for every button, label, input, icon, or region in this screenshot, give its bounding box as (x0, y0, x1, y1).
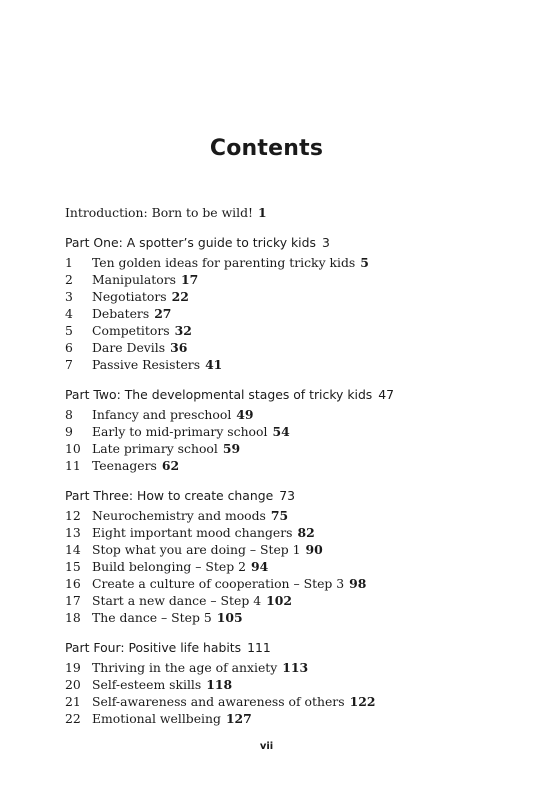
chapter-title: Self-awareness and awareness of others (92, 694, 345, 709)
toc-entry (65, 440, 505, 457)
entry-text (92, 541, 323, 558)
toc-part (65, 488, 505, 626)
chapter-number: 1 (65, 255, 73, 270)
page-number: 102 (266, 593, 292, 608)
toc-entry (65, 507, 505, 524)
chapter-title: Dare Devils (92, 340, 166, 355)
entry-text (92, 710, 252, 727)
toc-part (65, 387, 505, 474)
part-heading (65, 488, 505, 504)
entry-text (92, 288, 189, 305)
chapter-number: 11 (65, 458, 81, 473)
page-number: 90 (305, 542, 323, 557)
chapter-title: Late primary school (92, 441, 218, 456)
page-number: 113 (282, 660, 309, 675)
chapter-title: Stop what you are doing – Step 1 (92, 542, 301, 557)
page-number: 73 (279, 488, 296, 503)
entry-text (92, 592, 292, 609)
toc-entry (65, 457, 505, 474)
chapter-number: 2 (65, 272, 73, 287)
chapter-number: 12 (65, 508, 81, 523)
entry-text (92, 659, 308, 676)
chapter-number: 15 (65, 559, 81, 574)
toc-entry (65, 541, 505, 558)
chapter-title: Emotional wellbeing (92, 711, 221, 726)
chapter-number: 13 (65, 525, 81, 540)
entry-text (92, 339, 187, 356)
entry-text (92, 524, 315, 541)
entry-text (92, 558, 268, 575)
entry-text (92, 676, 232, 693)
toc-entry (65, 676, 505, 693)
chapter-title: Ten golden ideas for parenting tricky kids (92, 255, 356, 270)
entry-title: Introduction: Born to be wild! (65, 205, 254, 220)
chapter-number: 21 (65, 694, 81, 709)
toc-entry (65, 693, 505, 710)
page-number: 111 (247, 640, 271, 655)
page-number: 1 (258, 205, 267, 220)
entry-text (92, 271, 198, 288)
chapter-number: 16 (65, 576, 81, 591)
toc-entry (65, 423, 505, 440)
chapter-number: 17 (65, 593, 81, 608)
page-number: 41 (205, 357, 223, 372)
chapter-title: Create a culture of cooperation – Step 3 (92, 576, 345, 591)
page-number: 17 (181, 272, 199, 287)
toc-entry (65, 592, 505, 609)
page-number: 105 (216, 610, 243, 625)
part-heading-title: Part Three: How to create change (65, 488, 274, 503)
page-folio: vii (259, 741, 274, 752)
page-number: 22 (171, 289, 189, 304)
page-number: 36 (170, 340, 188, 355)
chapter-title: Thriving in the age of anxiety (92, 660, 278, 675)
entry-text (92, 440, 240, 457)
toc-entry (65, 305, 505, 322)
part-heading (65, 235, 505, 251)
page-number: 94 (250, 559, 269, 574)
entry-text (92, 356, 222, 373)
page-number: 3 (321, 235, 330, 250)
chapter-number: 8 (65, 407, 73, 422)
toc-entry-introduction (65, 205, 505, 221)
chapter-number: 19 (65, 660, 81, 675)
page-number: 82 (297, 525, 315, 540)
entry-text (92, 507, 288, 524)
toc-entry (65, 322, 505, 339)
chapter-title: Passive Resisters (92, 357, 201, 372)
page-number: 59 (222, 441, 241, 456)
part-heading (65, 640, 505, 656)
page-number: 54 (272, 424, 290, 439)
chapter-title: Teenagers (92, 458, 157, 473)
page-number: 98 (349, 576, 367, 591)
chapter-number: 9 (65, 424, 73, 439)
toc-entry (65, 659, 505, 676)
chapter-number: 5 (65, 323, 73, 338)
toc-parts (65, 235, 505, 727)
chapter-title: Infancy and preschool (92, 407, 232, 422)
toc-entry (65, 271, 505, 288)
entry-text (92, 693, 375, 710)
page-number: 47 (378, 387, 395, 402)
toc-entry (65, 710, 505, 727)
part-heading-title: Part Four: Positive life habits (65, 640, 242, 655)
page-number: 62 (161, 458, 180, 473)
chapter-title: Start a new dance – Step 4 (92, 593, 262, 608)
toc-entry (65, 558, 505, 575)
chapter-title: Neurochemistry and moods (92, 508, 266, 523)
chapter-title: The dance – Step 5 (92, 610, 212, 625)
page-number: 27 (154, 306, 172, 321)
chapter-number: 3 (65, 289, 73, 304)
entry-text (92, 406, 254, 423)
page-number: 5 (360, 255, 369, 270)
chapter-title: Negotiators (92, 289, 167, 304)
toc-part (65, 235, 505, 373)
chapter-number: 6 (65, 340, 73, 355)
chapter-number: 22 (65, 711, 81, 726)
toc-entry (65, 254, 505, 271)
entry-text (92, 254, 369, 271)
part-heading-title: Part Two: The developmental stages of tricky kids (65, 387, 373, 402)
chapter-title: Manipulators (92, 272, 176, 287)
entry-text (92, 575, 366, 592)
page-number: 49 (236, 407, 254, 422)
page-number: 75 (270, 508, 289, 523)
chapter-number: 7 (65, 357, 73, 372)
chapter-number: 10 (65, 441, 81, 456)
chapter-number: 4 (65, 306, 73, 321)
entry-text (92, 609, 243, 626)
entry-text (92, 423, 290, 440)
part-heading-title: Part One: A spotter’s guide to tricky kids (65, 235, 316, 250)
entry-text (92, 457, 179, 474)
toc-entry (65, 609, 505, 626)
page-number: 122 (349, 694, 376, 709)
page-number: 32 (174, 323, 192, 338)
toc-entry (65, 406, 505, 423)
toc-entry (65, 524, 505, 541)
chapter-number: 20 (65, 677, 81, 692)
chapter-title: Build belonging – Step 2 (92, 559, 246, 574)
entry-text (92, 305, 171, 322)
table-of-contents (65, 205, 505, 727)
page-title: Contents (209, 136, 324, 161)
toc-entry (65, 356, 505, 373)
chapter-title: Debaters (92, 306, 150, 321)
toc-entry (65, 575, 505, 592)
entry-text (92, 322, 192, 339)
toc-entry (65, 339, 505, 356)
page-number: 118 (206, 677, 233, 692)
chapter-title: Early to mid-primary school (92, 424, 268, 439)
chapter-number: 14 (65, 542, 81, 557)
chapter-number: 18 (65, 610, 81, 625)
chapter-title: Eight important mood changers (92, 525, 293, 540)
toc-part (65, 640, 505, 727)
chapter-title: Competitors (92, 323, 170, 338)
toc-entry (65, 288, 505, 305)
chapter-title: Self-esteem skills (92, 677, 202, 692)
page-number: 127 (225, 711, 252, 726)
part-heading (65, 387, 505, 403)
